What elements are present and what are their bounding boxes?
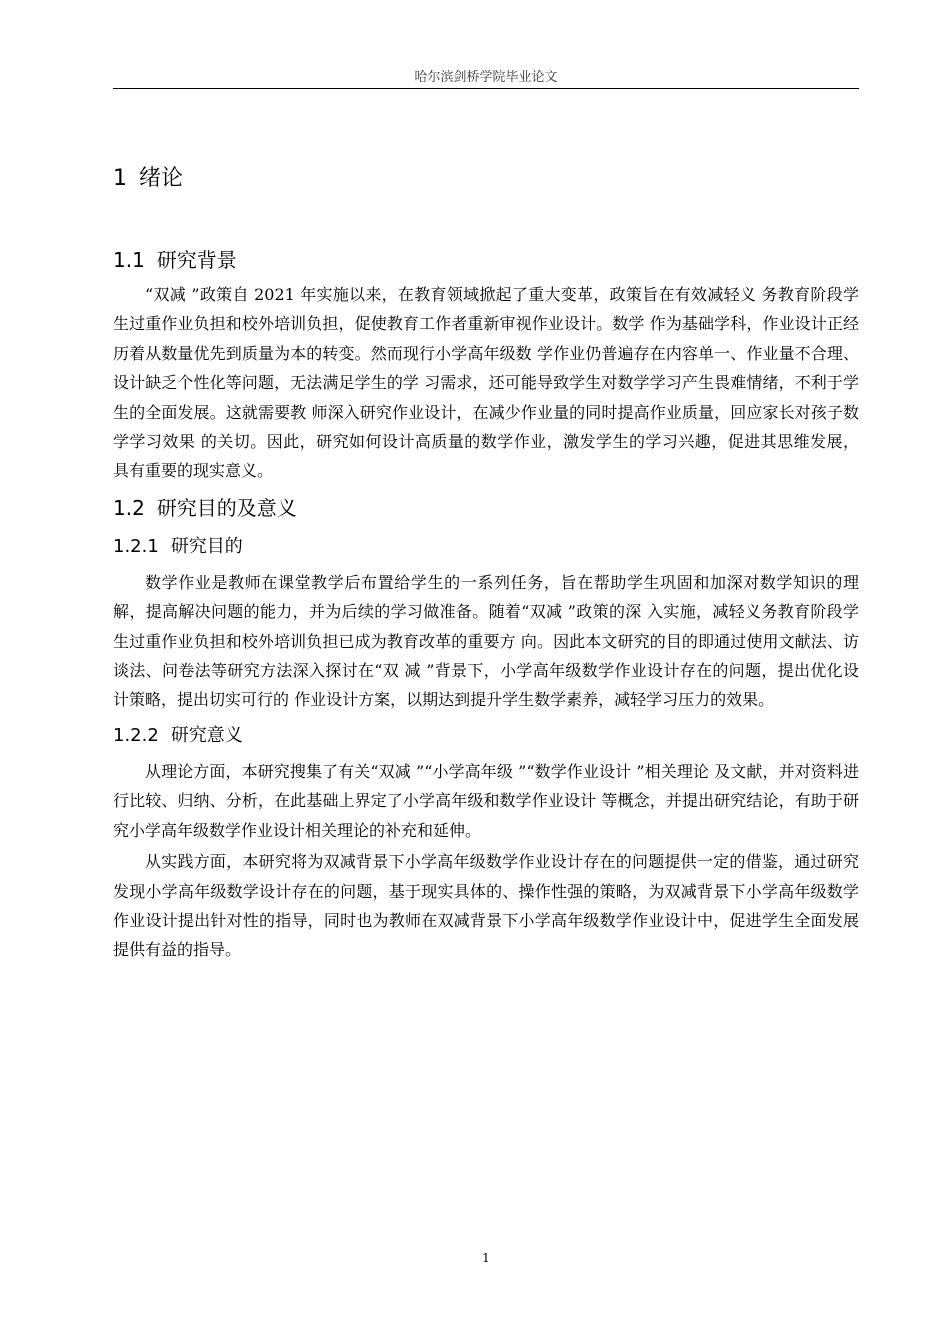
section-heading (113, 490, 859, 526)
paragraph-background: “双减 ”政策自 2021 年实施以来，在教育领域掀起了重大变革，政策旨在有效减轻义 务教育阶段学生过重作业负担和校外培训负担，促使教育工作者重新审视作业设计。数学 作为基础学科，作业设计正经历着从数量优先到质量为本的转变。然而现行小学高年级数 学作业仍普遍存在内容单一、作业量不合理、设计缺乏个性化等问题，无法满足学生的学 习需求，还可能导致学生对数学学习产生畏难情绪，不利于学生的全面发展。这就需要教 师深入研究作业设计，在减少作业量的同时提高作业质量，回应家长对孩子数学学习效果 的关切。因此，研究如何设计高质量的数学作业，激发学生的学习兴趣，促进其思维发展， 具有重要的现实意义。 (113, 285, 859, 481)
chapter-title: 绪论 (139, 166, 184, 191)
subsection-title: 研究目的 (170, 535, 243, 557)
subsection-heading (113, 530, 859, 564)
chapter-number: 1 (113, 166, 127, 191)
page-body (113, 160, 859, 965)
paragraph-significance-practice: 从实践方面，本研究将为双减背景下小学高年级数学作业设计存在的问题提供一定的借鉴，通过研究发现小学高年级数学设计存在的问题，基于现实具体的、操作性强的策略，为双减背景下小学高年级数学作业设计提出针对性的指导，同时也为教师在双减背景下小学高年级数学作业设计中，促进学生全面发展提供有益的指导。 (113, 852, 859, 960)
section-title: 研究背景 (156, 248, 237, 272)
paragraph-significance-theory: 从理论方面，本研究搜集了有关“双减 ”“小学高年级 ”“数学作业设计 ”相关理论 及文献，并对资料进行比较、归纳、分析，在此基础上界定了小学高年级和数学作业设计 等概念，并提出研究结论，有助于研究小学高年级数学作业设计相关理论的补充和延伸。 (113, 761, 859, 840)
section-title: 研究目的及意义 (156, 495, 297, 520)
chapter-heading (113, 160, 859, 198)
subsection-heading (113, 719, 859, 753)
running-header: 哈尔滨剑桥学院毕业论文 (414, 70, 558, 85)
subsection-number: 1.2.1 (113, 535, 159, 557)
header-rule (113, 88, 859, 89)
page-number: 1 (482, 1251, 490, 1265)
paragraph-purpose: 数学作业是教师在课堂教学后布置给学生的一系列任务，旨在帮助学生巩固和加深对数学知识的理解，提高解决问题的能力，并为后续的学习做准备。随着“双减 ”政策的深 入实施，减轻义务教育阶段学生过重作业负担和校外培训负担已成为教育改革的重要方 向。因此本文研究的目的即通过使用文献法、访谈法、问卷法等研究方法深入探讨在“双 减 ”背景下，小学高年级数学作业设计存在的问题，提出优化设计策略，提出切实可行的 作业设计方案，以期达到提升学生数学素养，减轻学习压力的效果。 (113, 572, 859, 710)
section-number: 1.2 (113, 495, 145, 520)
subsection-number: 1.2.2 (113, 724, 159, 746)
subsection-title: 研究意义 (170, 724, 243, 746)
section-number: 1.1 (113, 248, 145, 272)
section-heading (113, 242, 859, 278)
